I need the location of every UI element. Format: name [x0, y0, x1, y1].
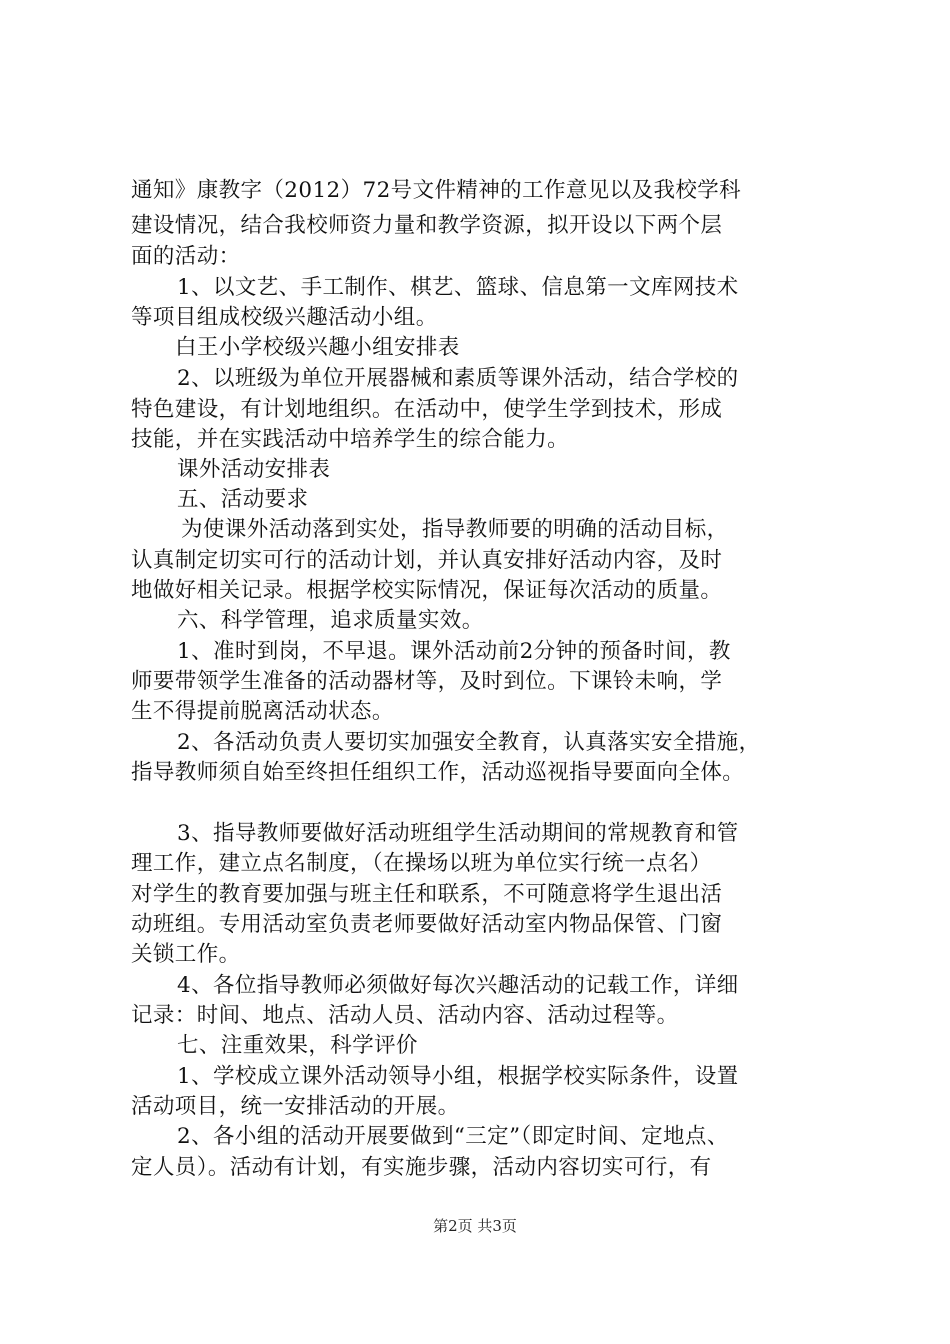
text-line: 地做好相关记录。根据学校实际情况，保证每次活动的质量。	[131, 578, 723, 603]
page-number: 第2页 共3页	[433, 1217, 517, 1235]
text-line: 4、各位指导教师必须做好每次兴趣活动的记载工作，详细	[177, 973, 739, 998]
text-line: 建设情况，结合我校师资力量和教学资源，拟开设以下两个层	[131, 213, 723, 238]
text-line: 七、注重效果，科学评价	[177, 1033, 418, 1058]
text-line: 课外活动安排表	[177, 457, 331, 482]
text-line: 理工作，建立点名制度，（在操场以班为单位实行统一点名）	[131, 851, 712, 876]
text-line: 动班组。专用活动室负责老师要做好活动室内物品保管、门窗	[131, 912, 723, 937]
text-line: 技能，并在实践活动中培养学生的综合能力。	[131, 427, 570, 452]
text-line: 特色建设，有计划地组织。在活动中，使学生学到技术，形成	[131, 397, 723, 422]
text-line: 对学生的教育要加强与班主任和联系，不可随意将学生退出活	[131, 882, 723, 907]
text-line: 关锁工作。	[131, 942, 241, 967]
text-line: 指导教师须自始至终担任组织工作，活动巡视指导要面向全体。	[131, 760, 745, 785]
text-line: 1、学校成立课外活动领导小组，根据学校实际条件，设置	[177, 1064, 739, 1089]
text-line: 六、科学管理，追求质量实效。	[177, 608, 484, 633]
text-line: 面的活动：	[131, 244, 241, 269]
text-line: 2、以班级为单位开展器械和素质等课外活动，结合学校的	[177, 366, 739, 391]
text-line: 1、以文艺、手工制作、棋艺、篮球、信息第一文库网技术	[177, 275, 739, 300]
text-line: 1、准时到岗，不早退。课外活动前2分钟的预备时间，教	[177, 639, 731, 664]
text-line: 认真制定切实可行的活动计划，并认真安排好活动内容，及时	[131, 548, 723, 573]
text-line: 2、各小组的活动开展要做到“三定”（即定时间、定地点、	[177, 1124, 729, 1149]
text-line: 生不得提前脱离活动状态。	[131, 699, 394, 724]
text-line: 定人员）。活动有计划，有实施步骤，活动内容切实可行，有	[131, 1155, 712, 1180]
text-line: 师要带领学生准备的活动器材等，及时到位。下课铃未响，学	[131, 669, 723, 694]
text-line: 活动项目，统一安排活动的开展。	[131, 1094, 460, 1119]
text-line: 等项目组成校级兴趣活动小组。	[131, 305, 438, 330]
text-line: 2、各活动负责人要切实加强安全教育，认真落实安全措施，	[177, 730, 761, 755]
text-line: 通知》康教字（2012）72号文件精神的工作意见以及我校学科	[131, 178, 742, 203]
text-line: 五、活动要求	[177, 487, 309, 512]
text-line: 记录：时间、地点、活动人员、活动内容、活动过程等。	[131, 1003, 679, 1028]
text-line: 为使课外活动落到实处，指导教师要的明确的活动目标，	[181, 517, 729, 542]
text-line: 3、指导教师要做好活动班组学生活动期间的常规教育和管	[177, 821, 739, 846]
text-line: 白王小学校级兴趣小组安排表	[175, 335, 460, 360]
